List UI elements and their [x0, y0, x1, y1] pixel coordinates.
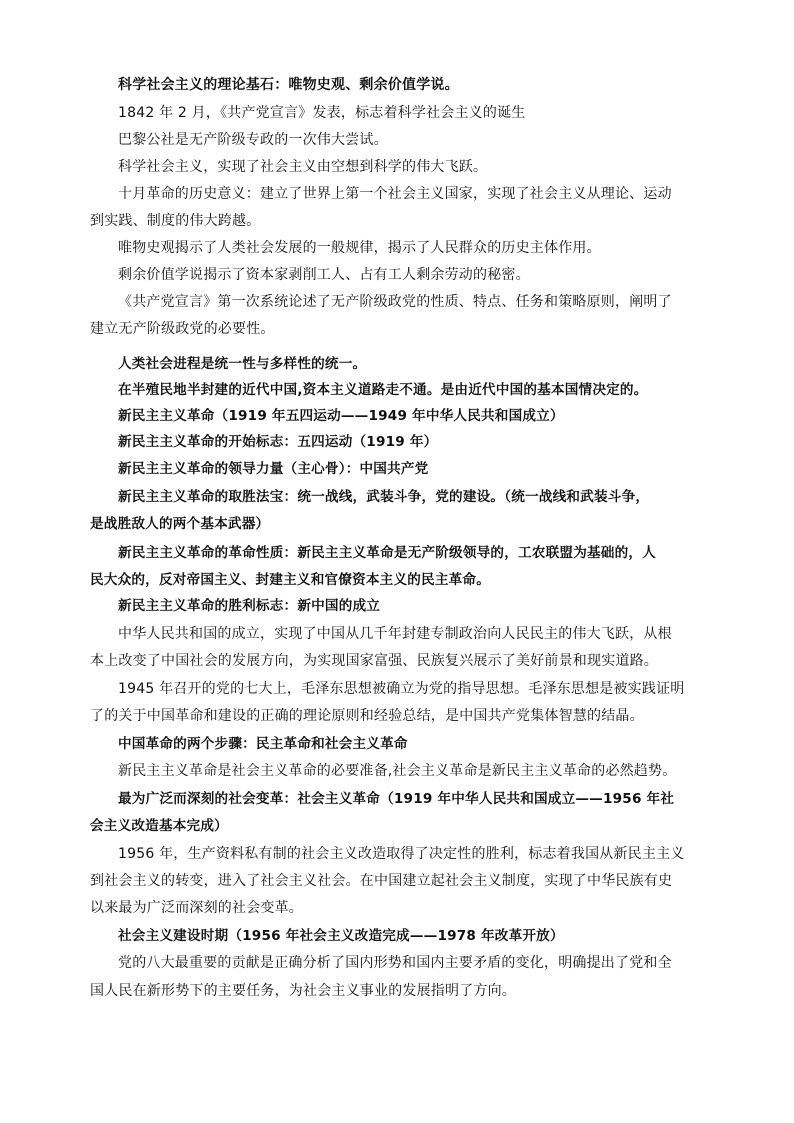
text-line: 党的八大最重要的贡献是正确分析了国内形势和国内主要矛盾的变化，明确提出了党和全	[118, 955, 672, 971]
text-line: 十月革命的历史意义：建立了世界上第一个社会主义国家，实现了社会主义从理论、运动	[118, 186, 672, 202]
text-line: 建立无产阶级政党的必要性。	[90, 321, 275, 337]
text-line: 新民主主义革命是社会主义革命的必要准备,社会主义革命是新民主主义革命的必然趋势。	[118, 763, 677, 779]
text-line: 新民主主义革命的胜利标志：新中国的成立	[118, 598, 381, 614]
text-line: 《共产党宣言》第一次系统论述了无产阶级政党的性质、特点、任务和策略原则，阐明了	[118, 294, 672, 310]
text-line: 本上改变了中国社会的发展方向，为实现国家富强、民族复兴展示了美好前景和现实道路。	[90, 653, 658, 669]
text-line: 了的关于中国革命和建设的正确的理论原则和经验总结，是中国共产党集体智慧的结晶。	[90, 708, 644, 724]
text-line: 剩余价值学说揭示了资本家剥削工人、占有工人剩余劳动的秘密。	[118, 267, 530, 283]
text-line: 唯物史观揭示了人类社会发展的一般规律，揭示了人民群众的历史主体作用。	[118, 240, 601, 256]
text-line: 新民主主义革命的取胜法宝：统一战线，武装斗争，党的建设。（统一战线和武装斗争，	[118, 489, 650, 505]
text-line: 会主义改造基本完成）	[90, 818, 228, 834]
text-line: 到实践、制度的伟大跨越。	[90, 213, 261, 229]
text-line: 1842 年 2 月，《共产党宣言》发表，标志着科学社会主义的诞生	[118, 105, 526, 121]
text-line: 到社会主义的转变，进入了社会主义社会。在中国建立起社会主义制度，实现了中华民族有史	[90, 873, 673, 889]
text-line: 人类社会进程是统一性与多样性的统一。	[118, 356, 367, 372]
text-line: 科学社会主义的理论基石：唯物史观、剩余价值学说。	[118, 77, 459, 93]
text-line: 民大众的，反对帝国主义、封建主义和官僚资本主义的民主革命。	[90, 572, 491, 588]
text-line: 1945 年召开的党的七大上，毛泽东思想被确立为党的指导思想。毛泽东思想是被实践证明	[118, 681, 685, 697]
text-line: 1956 年，生产资料私有制的社会主义改造取得了决定性的胜利，标志着我国从新民主主义	[118, 846, 685, 862]
text-line: 社会主义建设时期（1956 年社会主义改造完成——1978 年改革开放）	[118, 928, 564, 944]
text-line: 新民主主义革命的革命性质：新民主主义革命是无产阶级领导的，工农联盟为基础的，人	[118, 545, 656, 561]
text-line: 新民主主义革命（1919 年五四运动——1949 年中华人民共和国成立）	[118, 408, 564, 424]
text-line: 中国革命的两个步骤：民主革命和社会主义革命	[118, 736, 408, 752]
text-line: 是战胜敌人的两个基本武器）	[90, 516, 270, 532]
text-line: 在半殖民地半封建的近代中国,资本主义道路走不通。是由近代中国的基本国情决定的。	[118, 382, 648, 398]
text-line: 新民主主义革命的领导力量（主心骨）：中国共产党	[118, 461, 429, 477]
text-line: 新民主主义革命的开始标志：五四运动（1919 年）	[118, 434, 438, 450]
text-line: 中华人民共和国的成立，实现了中国从几千年封建专制政治向人民民主的伟大飞跃，从根	[118, 626, 672, 642]
text-line: 以来最为广泛而深刻的社会变革。	[90, 900, 303, 916]
text-line: 国人民在新形势下的主要任务，为社会主义事业的发展指明了方向。	[90, 983, 516, 999]
text-line: 科学社会主义，实现了社会主义由空想到科学的伟大飞跃。	[118, 159, 488, 175]
text-line: 巴黎公社是无产阶级专政的一次伟大尝试。	[118, 132, 388, 148]
text-line: 最为广泛而深刻的社会变革：社会主义革命（1919 年中华人民共和国成立——1956 年社	[118, 791, 675, 807]
